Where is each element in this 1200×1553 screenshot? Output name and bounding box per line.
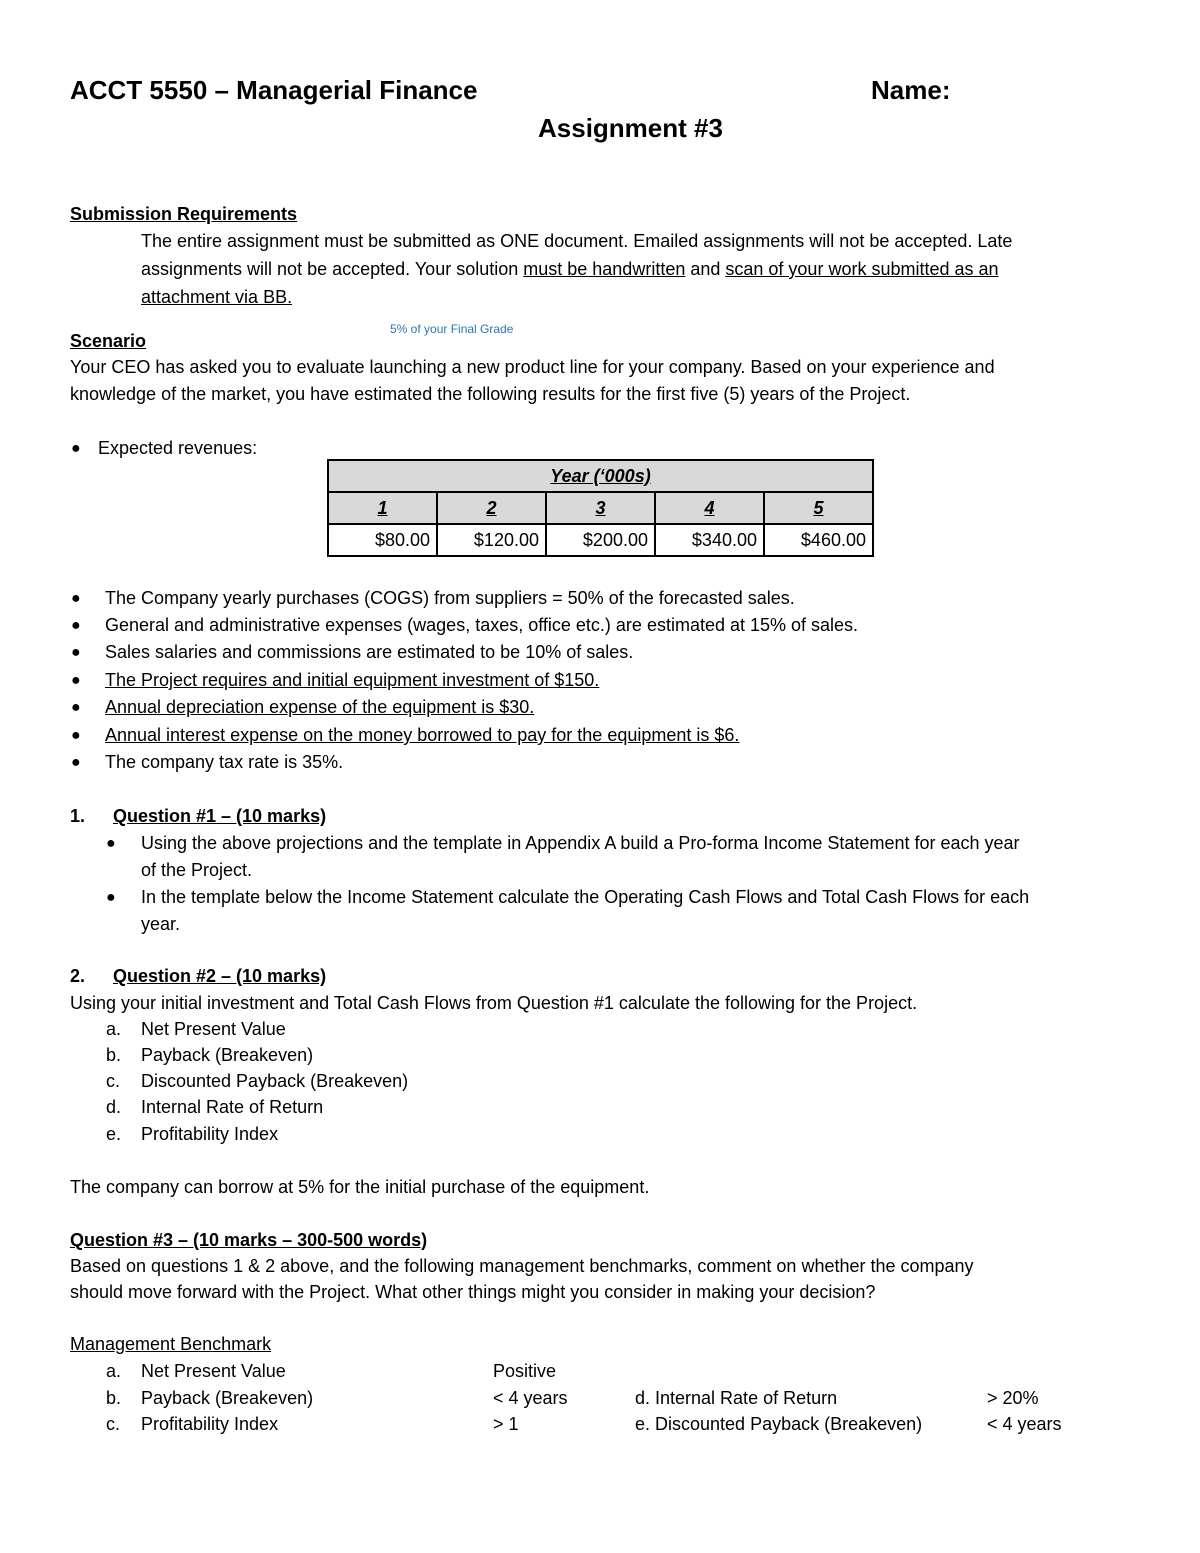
benchmark-letter: b. [106, 1388, 122, 1408]
submission-heading: Submission Requirements [70, 204, 298, 224]
q1-bullet-2-line-1: In the template below the Income Statement calculate the Operating Cash Flows and Total Cash Flows for each [141, 887, 1030, 907]
benchmark-value: < 4 years [987, 1414, 1062, 1434]
scenario-heading: Scenario [70, 331, 147, 351]
bullet-icon: ● [71, 617, 81, 634]
q1-bullet-1-line-1: Using the above projections and the template in Appendix A build a Pro-forma Income Statement for each year [141, 833, 1020, 853]
revenues-label: Expected revenues: [98, 438, 258, 458]
q1-bullet-2-line-2: year. [141, 914, 181, 934]
assignment-title: Assignment #3 [538, 113, 723, 143]
assumption-item: Annual interest expense on the money borrowed to pay for the equipment is $6. [105, 725, 740, 745]
benchmark-label: e. Discounted Payback (Breakeven) [635, 1414, 923, 1434]
benchmark-label: d. Internal Rate of Return [635, 1388, 838, 1408]
benchmark-value: > 20% [987, 1388, 1039, 1408]
q2-item: Discounted Payback (Breakeven) [141, 1071, 409, 1091]
q3-line-1: Based on questions 1 & 2 above, and the following management benchmarks, comment on whether the company [70, 1256, 974, 1276]
q2-item: Internal Rate of Return [141, 1097, 324, 1117]
year-header: 2 [437, 492, 546, 524]
revenue-value: $340.00 [655, 524, 764, 556]
q2-item-letter: a. [106, 1019, 122, 1039]
revenue-value: $120.00 [437, 524, 546, 556]
name-label: Name: [871, 75, 951, 105]
scenario-line-2: knowledge of the market, you have estimated the following results for the first five (5) years of the Project. [70, 384, 911, 404]
q2-heading: Question #2 – (10 marks) [113, 966, 327, 986]
assumption-item: The company tax rate is 35%. [105, 752, 344, 772]
year-header: 3 [546, 492, 655, 524]
course-title: ACCT 5550 – Managerial Finance [70, 75, 478, 105]
year-header: 4 [655, 492, 764, 524]
q2-item-letter: d. [106, 1097, 122, 1117]
submission-line-3: attachment via BB. [141, 287, 293, 307]
benchmark-label: Profitability Index [141, 1414, 279, 1434]
q2-item-letter: c. [106, 1071, 121, 1091]
revenue-value: $200.00 [546, 524, 655, 556]
q2-item: Net Present Value [141, 1019, 286, 1039]
submission-line-1: The entire assignment must be submitted as ONE document. Emailed assignments will not be accepted. Late [141, 231, 1013, 251]
q2-item: Profitability Index [141, 1124, 279, 1144]
q3-line-2: should move forward with the Project. What other things might you consider in making your decision? [70, 1282, 876, 1302]
bullet-icon: ● [106, 889, 116, 906]
revenue-table [327, 459, 874, 557]
q2-intro: Using your initial investment and Total Cash Flows from Question #1 calculate the following for the Project. [70, 993, 918, 1013]
benchmark-heading: Management Benchmark [70, 1334, 272, 1354]
bullet-icon: ● [71, 754, 81, 771]
revenue-value: $460.00 [764, 524, 873, 556]
q1-bullet-1-line-2: of the Project. [141, 860, 253, 880]
benchmark-label: Payback (Breakeven) [141, 1388, 314, 1408]
assumption-item: The Project requires and initial equipment investment of $150. [105, 670, 600, 690]
benchmark-label: Net Present Value [141, 1361, 286, 1381]
q3-heading: Question #3 – (10 marks – 300-500 words) [70, 1230, 428, 1250]
q2-item: Payback (Breakeven) [141, 1045, 314, 1065]
assumption-item: The Company yearly purchases (COGS) from suppliers = 50% of the forecasted sales. [105, 588, 795, 608]
revenue-value: $80.00 [328, 524, 437, 556]
q2-item-letter: e. [106, 1124, 122, 1144]
scenario-line-1: Your CEO has asked you to evaluate launching a new product line for your company. Based on your experience and [70, 357, 995, 377]
benchmark-value: Positive [493, 1361, 557, 1381]
submission-line-2: assignments will not be accepted. Your solution must be handwritten and scan of your work submitted as an [141, 259, 999, 279]
bullet-icon: ● [71, 440, 81, 457]
benchmark-value: > 1 [493, 1414, 519, 1434]
bullet-icon: ● [71, 644, 81, 661]
q2-item-letter: b. [106, 1045, 122, 1065]
year-header: 1 [328, 492, 437, 524]
q2-number: 2. [70, 966, 86, 986]
bullet-icon: ● [71, 590, 81, 607]
bullet-icon: ● [106, 835, 116, 852]
bullet-icon: ● [71, 727, 81, 744]
q1-heading: Question #1 – (10 marks) [113, 806, 327, 826]
benchmark-letter: c. [106, 1414, 121, 1434]
benchmark-letter: a. [106, 1361, 122, 1381]
assumption-item: Sales salaries and commissions are estimated to be 10% of sales. [105, 642, 634, 662]
assumption-item: Annual depreciation expense of the equipment is $30. [105, 697, 535, 717]
q1-number: 1. [70, 806, 86, 826]
assumption-item: General and administrative expenses (wages, taxes, office etc.) are estimated at 15% of sales. [105, 615, 859, 635]
bullet-icon: ● [71, 672, 81, 689]
grade-note: 5% of your Final Grade [390, 322, 514, 336]
benchmark-value: < 4 years [493, 1388, 568, 1408]
year-header: 5 [764, 492, 873, 524]
borrow-note: The company can borrow at 5% for the initial purchase of the equipment. [70, 1177, 650, 1197]
bullet-icon: ● [71, 699, 81, 716]
revenue-table-title: Year (‘000s) [328, 460, 873, 492]
